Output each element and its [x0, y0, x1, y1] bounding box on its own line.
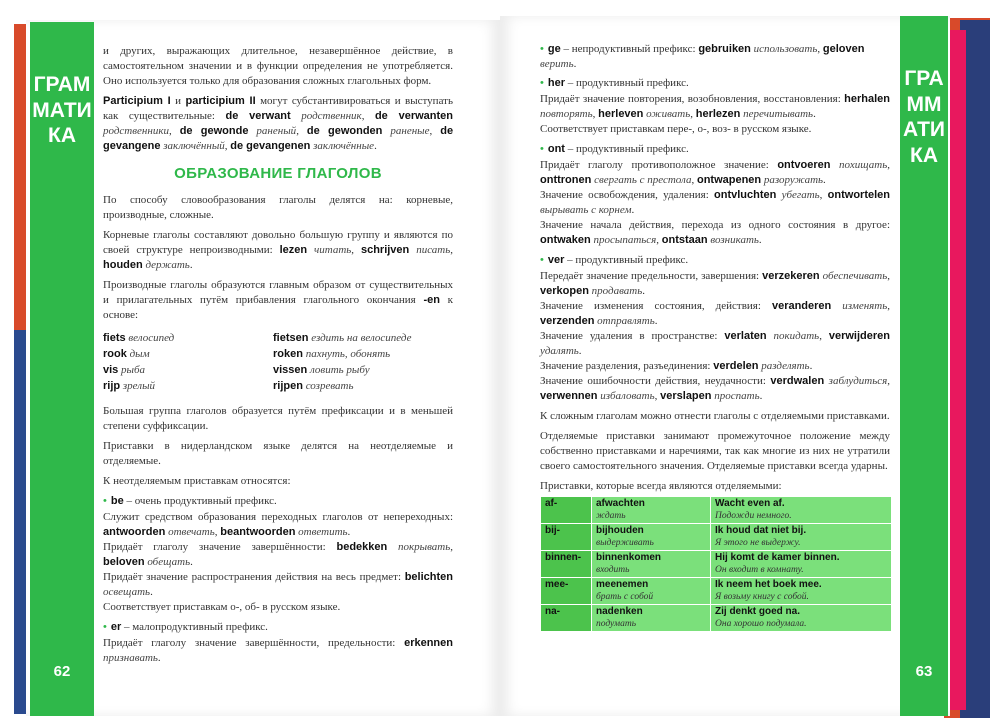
list-item: rijpen созревать — [273, 380, 354, 392]
table-cell: nadenken подумать — [592, 605, 710, 631]
term: de verwant — [225, 110, 291, 122]
term: de gevangene — [103, 125, 454, 152]
text: , — [296, 125, 307, 137]
bullet-icon: • — [540, 143, 544, 155]
text: могут субстантивироваться и выступать как существительные: — [103, 95, 453, 122]
table-cell: Hij komt de kamer binnen. Он входит в комнату. — [711, 551, 891, 577]
table-row — [541, 524, 891, 550]
paragraph — [103, 94, 453, 154]
term: de gewonde — [179, 125, 249, 137]
bullet-icon: • — [540, 43, 544, 55]
term: -en — [423, 294, 440, 306]
section-heading: ОБРАЗОВАНИЕ ГЛАГОЛОВ — [174, 165, 382, 182]
text: , — [224, 140, 231, 152]
bullet-icon: • — [103, 495, 107, 507]
list-item: rook дым — [103, 348, 150, 360]
table-cell: Ik neem het boek mee. Я возьму книгу с собой. — [711, 578, 891, 604]
paragraph — [103, 278, 453, 323]
paragraph: К неотделяемым приставкам относятся: — [103, 475, 291, 487]
list-item: rijp зрелый — [103, 380, 156, 392]
prefix-be: • be – очень продуктивный префикс. — [103, 495, 277, 507]
left-text-column — [103, 44, 453, 671]
text: и — [170, 95, 186, 107]
paragraph: Отделяемые приставки занимают промежуточное положение между собственно приставками и наречиями, так как многие из них не утратили своего самостоятельного значения. Отделяемые приставки всегда ударны. — [540, 430, 890, 472]
prefix-ge: • ge – непродуктивный префикс: gebruiken использовать, geloven верить. — [540, 43, 865, 70]
paragraph — [103, 228, 453, 273]
table-cell: Ik houd dat niet bij. Я этого не выдержу. — [711, 524, 891, 550]
text: , — [168, 125, 180, 137]
table-row — [541, 578, 891, 604]
text: , — [450, 244, 453, 256]
table-cell: bijhouden выдерживать — [592, 524, 710, 550]
paragraph: Служит средством образования переходных глаголов от непереходных: antwoorden отвечать, beantwoorden ответить. Придаёт глаголу значение завершённости: bedekken покрывать, beloven обещать. Придаёт значение распространения действия на весь предмет: belichten освещать. Соответствует приставкам о-, об- в русском языке. — [103, 511, 453, 613]
left-page-number: 62 — [53, 663, 71, 680]
table-cell: af- — [541, 497, 591, 523]
table-row — [541, 497, 891, 523]
text: , — [429, 125, 441, 137]
paragraph: Приставки, которые всегда являются отделяемыми: — [540, 480, 782, 492]
term: de gevangenen — [230, 140, 311, 152]
paragraph: и других, выражающих длительное, незавершённое действие, в самостоятельном значении и в функции определения не употребляется. Оно используется только для образования сложных глагольных форм. — [103, 45, 453, 87]
text: к основе: — [103, 294, 453, 321]
table-cell: binnenkomen входить — [592, 551, 710, 577]
paragraph: Придаёт значение повторения, возобновления, восстановления: herhalen повторять, herleven оживать, herlezen перечитывать. Соответствует приставкам пере-, о-, воз- в русском языке. — [540, 93, 890, 135]
translation: заключённый — [160, 140, 225, 152]
left-vertical-label: ГРАММАТИКА — [32, 73, 92, 147]
left-section-tab — [30, 22, 94, 716]
text: , — [361, 110, 375, 122]
table-cell: meenemen брать с собой — [592, 578, 710, 604]
right-page-number: 63 — [915, 663, 933, 680]
bullet-icon: • — [540, 77, 544, 89]
paragraph: Придаёт глаголу значение завершённости, предельности: erkennen признавать. — [103, 637, 453, 664]
translation: раненый — [248, 125, 297, 137]
term: Participium I — [103, 95, 171, 107]
right-text-column — [540, 42, 890, 632]
term: schrijven — [360, 244, 410, 256]
table-row — [541, 605, 891, 631]
list-item: fiets велосипед — [103, 332, 175, 344]
bullet-icon: • — [540, 254, 544, 266]
table-cell: Wacht even af. Подожди немного. — [711, 497, 891, 523]
text: , — [351, 244, 361, 256]
prefix-her: • her – продуктивный префикс. — [540, 77, 689, 89]
right-vertical-label: ГРАММАТИКА — [902, 67, 946, 167]
table-cell: bij- — [541, 524, 591, 550]
paragraph: Придаёт глаголу противоположное значение: ontvoeren похищать, onttronen свергать с престола, ontwapenen разоружать. Значение освобождения, удаления: ontvluchten убегать, ontwortelen вырывать с корнем. Значение начала действия, перехода из одного состояния в другое: ontwaken просыпаться, ontstaan возникать. — [540, 159, 890, 246]
translation: родственник — [290, 110, 362, 122]
paragraph: Передаёт значение предельности, завершения: verzekeren обеспечивать, verkopen продавать. Значение изменения состояния, действия: veranderen изменять, verzenden отправлять. Значение удаления в пространстве: verlaten покидать, verwijderen удалять. Значение разделения, разъединения: verdelen разделять. Значение ошибочности действия, неудачности: verdwalen заблудиться, verwennen избаловать, verslapen проспать. — [540, 270, 890, 402]
term: participium II — [185, 95, 256, 107]
prefix-er: • er – малопродуктивный префикс. — [103, 621, 268, 633]
term: houden — [103, 259, 143, 271]
table-cell: binnen- — [541, 551, 591, 577]
table-cell: mee- — [541, 578, 591, 604]
table-row — [541, 551, 891, 577]
derivation-word-list — [103, 331, 453, 394]
translation: держать — [142, 259, 190, 271]
list-item: roken пахнуть, обонять — [273, 348, 391, 360]
translation: заключённые — [310, 140, 375, 152]
translation: писать — [409, 244, 451, 256]
bullet-icon: • — [103, 621, 107, 633]
text: Производные глаголы образуются главным образом от существительных и прилагательных путём прибавления глагольного окончания — [103, 279, 453, 306]
table-cell: afwachten ждать — [592, 497, 710, 523]
table-cell: na- — [541, 605, 591, 631]
paragraph: Большая группа глаголов образуется путём префиксации и в меньшей степени суффиксации. — [103, 405, 453, 432]
translation: родственники — [103, 125, 169, 137]
text: . — [374, 140, 377, 152]
table-cell: Zij denkt goed na. Она хорошо подумала. — [711, 605, 891, 631]
right-section-tab — [900, 16, 948, 716]
text: Корневые глаголы составляют довольно большую группу и являются по своей структуре непроизводными: — [103, 229, 453, 256]
term: lezen — [279, 244, 308, 256]
list-item: vis рыба — [103, 364, 146, 376]
translation: читать — [307, 244, 352, 256]
translation: раненые — [382, 125, 430, 137]
list-item: vissen ловить рыбу — [273, 364, 370, 376]
separable-prefix-table — [540, 496, 892, 632]
paragraph: Приставки в нидерландском языке делятся на неотделяемые и отделяемые. — [103, 440, 453, 467]
term: de verwanten — [374, 110, 454, 122]
term: de gewonden — [306, 125, 383, 137]
text: . — [189, 259, 193, 271]
prefix-ver: • ver – продуктивный префикс. — [540, 254, 689, 266]
prefix-ont: • ont – продуктивный префикс. — [540, 143, 689, 155]
paragraph: По способу словообразования глаголы делятся на: корневые, производные, сложные. — [103, 194, 453, 221]
paragraph: К сложным глаголам можно отнести глаголы с отделяемыми приставками. — [540, 410, 890, 422]
list-item: fietsen ездить на велосипеде — [273, 332, 412, 344]
